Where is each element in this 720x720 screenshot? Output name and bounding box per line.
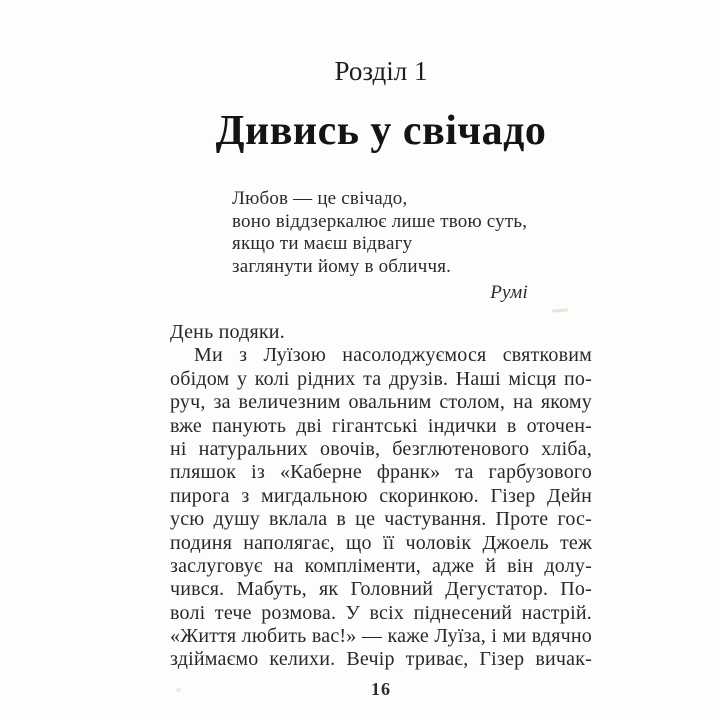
text-line: усю душу вклала в це частування. Проте гос- <box>170 508 592 531</box>
text-line: пирога з мигдальною скоринкою. Гізер Дейн <box>170 484 592 507</box>
scan-artifact <box>176 688 181 692</box>
body-text <box>170 321 592 672</box>
text-line: здіймаємо келихи. Вечір триває, Гізер вичак- <box>170 648 592 671</box>
text-line: пляшок із «Каберне франк» та гарбузового <box>170 461 592 484</box>
text-line: ні натуральних овочів, безглютенового хліба, <box>170 437 592 460</box>
text-line: обідом у колі рідних та друзів. Наші місця по- <box>170 367 592 390</box>
page-number: 16 <box>371 679 391 699</box>
chapter-label: Розділ 1 <box>334 56 428 86</box>
text-line: «Життя любить вас!» — каже Луїза, і ми вдячно <box>170 625 592 648</box>
text-line: Ми з Луїзою насолоджуємося святковим <box>194 344 592 367</box>
page-title: Дивись у свічадо <box>215 108 547 154</box>
epigraph <box>232 188 592 305</box>
text-line: волі тече розмова. У всіх піднесений настрій. <box>170 601 592 624</box>
text-line: чився. Мабуть, як Головний Дегустатор. По- <box>170 578 592 601</box>
text-line: День подяки. <box>170 321 285 343</box>
text-line: подиня наполягає, що її чоловік Джоель теж <box>170 531 592 554</box>
epigraph-attribution: Румі <box>490 281 528 303</box>
epigraph-line: Любов — це свічадо, <box>232 188 408 209</box>
epigraph-line: воно віддзеркалює лише твою суть, <box>232 210 528 232</box>
epigraph-line: заглянути йому в обличчя. <box>232 256 452 278</box>
content-column <box>170 0 592 720</box>
epigraph-line: якщо ти маєш відвагу <box>232 233 413 255</box>
text-line: заслуговує на компліменти, адже й він долу- <box>170 554 592 577</box>
text-line: вже панують дві гігантські індички в оточен- <box>170 414 592 437</box>
text-line: руч, за величезним овальним столом, на якому <box>170 391 592 414</box>
